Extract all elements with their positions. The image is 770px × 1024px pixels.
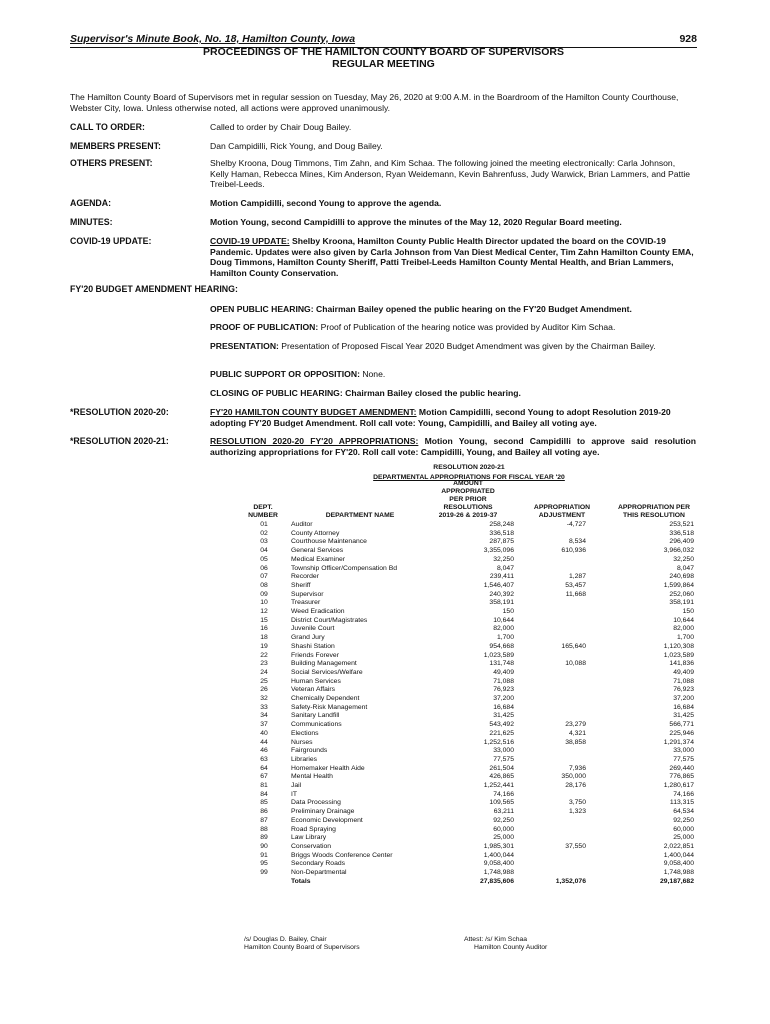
prior-amount-cell: 63,211	[493, 808, 514, 816]
dept-number-cell: 88	[260, 825, 268, 833]
dept-number-cell: 85	[260, 799, 268, 807]
resolution-amount-cell: 358,191	[669, 599, 694, 607]
dept-number-cell: 86	[260, 808, 268, 816]
dept-number-cell: 67	[260, 773, 268, 781]
table-row	[0, 808, 770, 817]
prior-amount-cell: 25,000	[493, 834, 514, 842]
dept-number-cell: 84	[260, 790, 268, 798]
dept-name-cell: Human Services	[291, 677, 341, 685]
table-row	[0, 521, 770, 530]
dept-name-cell: Treasurer	[291, 599, 321, 607]
dept-name-cell: Elections	[291, 729, 319, 737]
resolution-amount-cell: 240,698	[669, 573, 694, 581]
resolution-amount-cell: 252,060	[669, 590, 694, 598]
table-row	[0, 834, 770, 843]
resolution-amount-cell: 1,748,988	[663, 869, 694, 876]
totals-adjustment-cell: 1,352,076	[555, 877, 586, 885]
presentation-body: Presentation of Proposed Fiscal Year 2020 Budget Amendment was given by the Chairman Bailey.	[278, 341, 656, 351]
resolution-amount-cell: 296,409	[669, 538, 694, 546]
table-row	[0, 765, 770, 774]
table-row	[0, 660, 770, 669]
resolution-amount-cell: 77,575	[673, 755, 694, 763]
resolution-2020-20-text	[210, 407, 696, 428]
dept-number-cell: 08	[260, 581, 268, 589]
table-row	[0, 852, 770, 861]
prior-amount-cell: 1,700	[496, 634, 514, 642]
totals-label-cell: Totals	[291, 877, 311, 885]
table-row	[0, 721, 770, 730]
dept-number-cell: 22	[260, 651, 268, 659]
prior-amount-cell: 10,644	[493, 616, 514, 624]
dept-number-cell: 05	[260, 555, 268, 563]
dept-number-cell: 01	[260, 521, 268, 528]
dept-name-cell: Secondary Roads	[291, 860, 346, 868]
dept-number-cell: 44	[260, 738, 268, 746]
prior-amount-cell: 1,252,441	[483, 782, 514, 789]
resolution-2020-21-heading: RESOLUTION 2020-20 FY'20 APPROPRIATIONS:	[210, 436, 419, 446]
table-row	[0, 634, 770, 643]
dept-name-cell: Jail	[291, 782, 302, 789]
page-number: 928	[679, 33, 697, 45]
resolution-2020-20-body: Motion Campidilli, second Young to adopt Resolution 2019-20 adopting FY'20 Budget Amendment. Roll call vote: Young, Campidilli, and Bailey all voting aye.	[210, 407, 671, 428]
dept-number-cell: 06	[260, 564, 268, 572]
public-support-heading: PUBLIC SUPPORT OR OPPOSITION:	[210, 369, 360, 379]
budget-hearing-label: FY'20 BUDGET AMENDMENT HEARING:	[70, 284, 238, 294]
call-to-order-label: CALL TO ORDER:	[70, 122, 145, 132]
dept-name-cell: Preliminary Drainage	[291, 808, 355, 816]
dept-name-cell: Shashi Station	[291, 642, 335, 650]
dept-name-cell: Briggs Woods Conference Center	[291, 851, 393, 859]
document-title: PROCEEDINGS OF THE HAMILTON COUNTY BOARD OF SUPERVISORS	[203, 46, 564, 58]
presentation-text	[210, 341, 696, 352]
dept-name-cell: Safety-Risk Management	[291, 703, 368, 711]
resolution-amount-cell: 60,000	[673, 825, 694, 833]
dept-name-cell: Social Services/Welfare	[291, 668, 363, 676]
adjustment-cell: 610,936	[561, 547, 586, 555]
resolution-amount-cell: 336,518	[669, 529, 694, 537]
dept-number-cell: 15	[260, 616, 268, 624]
dept-name-cell: Nurses	[291, 738, 313, 746]
resolution-amount-cell: 74,166	[673, 790, 694, 798]
table-row	[0, 773, 770, 782]
table-row	[0, 643, 770, 652]
dept-number-cell: 32	[260, 695, 268, 702]
col-header-per-resolution: APPROPRIATION PER THIS RESOLUTION	[617, 504, 690, 519]
adjustment-cell: 11,668	[565, 590, 586, 598]
table-row	[0, 556, 770, 565]
dept-number-cell: 91	[260, 851, 268, 859]
adjustment-cell: 23,279	[565, 721, 586, 729]
dept-name-cell: Libraries	[291, 755, 318, 763]
table-subtitle: DEPARTMENTAL APPROPRIATIONS FOR FISCAL YEAR '20	[373, 474, 565, 481]
table-row	[0, 826, 770, 835]
totals-row	[0, 878, 770, 887]
public-support-text	[210, 369, 696, 380]
table-row	[0, 799, 770, 808]
resolution-amount-cell: 33,000	[673, 747, 694, 755]
proof-body: Proof of Publication of the hearing notice was provided by Auditor Kim Schaa.	[318, 322, 616, 332]
resolution-amount-cell: 1,280,617	[663, 782, 694, 789]
table-row	[0, 686, 770, 695]
dept-name-cell: Road Spraying	[291, 825, 336, 833]
prior-amount-cell: 82,000	[493, 625, 514, 633]
others-present-text: Shelby Kroona, Doug Timmons, Tim Zahn, and Kim Schaa. The following joined the meeting electronically: Carla Johnson, Kelly Haman, Rebecca Mines, Kim Anderson, Ryan Weidemann, Kevin Bahrenfuss, Judy Warwick, Brian Lammers, and Pattie Treibel-Leeds.	[210, 158, 691, 190]
dept-name-cell: Sanitary Landfill	[291, 712, 340, 720]
table-row	[0, 869, 770, 878]
closing-heading: CLOSING OF PUBLIC HEARING:	[210, 388, 343, 398]
prior-amount-cell: 287,875	[489, 538, 514, 546]
dept-number-cell: 24	[260, 668, 268, 676]
dept-name-cell: Courthouse Maintenance	[291, 538, 367, 546]
table-row	[0, 591, 770, 600]
covid-update-body: Shelby Kroona, Hamilton County Public Health Director updated the board on the COVID-19 Pandemic. Updates were also given by Carla Johnson from Van Diest Medical Center, Tim Zahn Hamilton County EMA, Doug Timmons, Hamilton County Sheriff, Patti Treibel-Leeds Hamilton County Mental Health, and Brian Lammers, Hamilton County Conservation.	[210, 236, 694, 278]
chair-signature: /s/ Douglas D. Bailey, Chair Hamilton County Board of Supervisors	[244, 936, 360, 952]
table-row	[0, 652, 770, 661]
attest-signature: Attest: /s/ Kim Schaa Hamilton County Auditor	[464, 936, 548, 952]
agenda-label: AGENDA:	[70, 198, 112, 208]
adjustment-cell: -4,727	[566, 521, 586, 528]
prior-amount-cell: 31,425	[493, 712, 514, 720]
prior-amount-cell: 49,409	[493, 668, 514, 676]
resolution-amount-cell: 3,966,032	[663, 547, 694, 555]
prior-amount-cell: 71,088	[493, 677, 514, 685]
resolution-amount-cell: 64,534	[673, 808, 694, 816]
intro-paragraph: The Hamilton County Board of Supervisors met in regular session on Tuesday, May 26, 2020 at 9:00 A.M. in the Boardroom of the Hamilton County Courthouse, Webster City, Iowa. Unless otherwise noted, all actions were approved unanimously.	[70, 92, 679, 113]
table-row	[0, 547, 770, 556]
others-present-label: OTHERS PRESENT:	[70, 158, 153, 168]
dept-name-cell: IT	[291, 790, 298, 798]
table-row	[0, 669, 770, 678]
dept-number-cell: 87	[260, 816, 268, 824]
table-row	[0, 608, 770, 617]
resolution-amount-cell: 32,250	[673, 555, 694, 563]
dept-number-cell: 23	[260, 660, 268, 668]
prior-amount-cell: 239,411	[489, 573, 514, 581]
table-row	[0, 678, 770, 687]
resolution-amount-cell: 8,047	[676, 564, 694, 572]
dept-number-cell: 26	[260, 686, 268, 694]
resolution-amount-cell: 9,058,400	[663, 860, 694, 868]
totals-amount-cell: 27,835,606	[479, 877, 514, 885]
dept-number-cell: 81	[260, 782, 268, 789]
dept-name-cell: Sheriff	[291, 581, 311, 589]
col-header-dept-name: DEPARTMENT NAME	[325, 512, 395, 519]
public-support-body: None.	[359, 369, 386, 379]
adjustment-cell: 38,858	[565, 738, 586, 746]
dept-name-cell: County Attorney	[291, 529, 340, 537]
table-row	[0, 695, 770, 704]
table-row	[0, 704, 770, 713]
resolution-amount-cell: 71,088	[673, 677, 694, 685]
prior-amount-cell: 32,250	[493, 555, 514, 563]
dept-name-cell: Grand Jury	[291, 634, 325, 642]
table-row	[0, 712, 770, 721]
resolution-2020-20-heading: FY'20 HAMILTON COUNTY BUDGET AMENDMENT:	[210, 407, 417, 417]
resolution-amount-cell: 31,425	[673, 712, 694, 720]
prior-amount-cell: 9,058,400	[483, 860, 514, 868]
table-row	[0, 582, 770, 591]
dept-name-cell: Fairgrounds	[291, 747, 328, 755]
closing-body: Chairman Bailey closed the public hearing.	[342, 388, 521, 398]
dept-name-cell: Medical Examiner	[291, 555, 346, 563]
totals-resolution-cell: 29,187,682	[659, 877, 694, 885]
resolution-amount-cell: 1,120,308	[663, 642, 694, 650]
prior-amount-cell: 1,023,589	[483, 651, 514, 659]
prior-amount-cell: 954,668	[489, 642, 514, 650]
table-row	[0, 739, 770, 748]
prior-amount-cell: 258,248	[489, 521, 514, 528]
dept-name-cell: District Court/Magistrates	[291, 616, 368, 624]
resolution-amount-cell: 76,923	[673, 686, 694, 694]
dept-number-cell: 04	[260, 547, 268, 555]
table-row	[0, 817, 770, 826]
dept-number-cell: 03	[260, 538, 268, 546]
resolution-amount-cell: 1,291,374	[663, 738, 694, 746]
prior-amount-cell: 426,865	[489, 773, 514, 781]
minute-book-title: Supervisor's Minute Book, No. 18, Hamilton County, Iowa	[70, 33, 356, 45]
dept-name-cell: Law Library	[291, 834, 327, 842]
table-row	[0, 530, 770, 539]
covid-update-heading: COVID-19 UPDATE:	[210, 236, 290, 246]
prior-amount-cell: 1,748,988	[483, 869, 514, 876]
prior-amount-cell: 74,166	[493, 790, 514, 798]
dept-number-cell: 64	[260, 764, 268, 772]
dept-number-cell: 16	[260, 625, 268, 633]
dept-name-cell: Building Management	[291, 660, 357, 668]
resolution-amount-cell: 82,000	[673, 625, 694, 633]
table-row	[0, 573, 770, 582]
resolution-amount-cell: 1,400,044	[663, 851, 694, 859]
prior-amount-cell: 76,923	[493, 686, 514, 694]
prior-amount-cell: 358,191	[489, 599, 514, 607]
prior-amount-cell: 77,575	[493, 755, 514, 763]
adjustment-cell: 1,323	[568, 808, 586, 816]
resolution-amount-cell: 566,771	[669, 721, 694, 729]
resolution-2020-21-label: *RESOLUTION 2020-21:	[70, 436, 169, 446]
dept-name-cell: Homemaker Health Aide	[291, 764, 365, 772]
table-row	[0, 747, 770, 756]
dept-number-cell: 37	[260, 721, 268, 729]
table-row	[0, 625, 770, 634]
prior-amount-cell: 33,000	[493, 747, 514, 755]
table-row	[0, 617, 770, 626]
adjustment-cell: 4,321	[568, 729, 586, 737]
prior-amount-cell: 92,250	[493, 816, 514, 824]
dept-number-cell: 33	[260, 703, 268, 711]
prior-amount-cell: 150	[502, 608, 514, 615]
prior-amount-cell: 543,492	[489, 721, 514, 729]
dept-number-cell: 25	[260, 677, 268, 685]
covid-update-text	[210, 236, 696, 278]
document-subtitle: REGULAR MEETING	[332, 58, 435, 70]
dept-name-cell: Juvenile Court	[291, 625, 335, 633]
table-row	[0, 565, 770, 574]
prior-amount-cell: 3,355,096	[483, 547, 514, 555]
resolution-2020-20-label: *RESOLUTION 2020-20:	[70, 407, 169, 417]
members-present-label: MEMBERS PRESENT:	[70, 141, 161, 151]
dept-name-cell: Chemically Dependent	[291, 695, 360, 702]
resolution-amount-cell: 269,440	[669, 764, 694, 772]
dept-name-cell: Non-Departmental	[291, 869, 347, 876]
prior-amount-cell: 240,392	[489, 590, 514, 598]
resolution-amount-cell: 16,684	[673, 703, 694, 711]
dept-name-cell: Mental Health	[291, 773, 333, 781]
table-row	[0, 756, 770, 765]
prior-amount-cell: 131,748	[489, 660, 514, 668]
resolution-amount-cell: 253,521	[669, 521, 694, 528]
resolution-amount-cell: 25,000	[673, 834, 694, 842]
dept-name-cell: Weed Eradication	[291, 608, 345, 615]
prior-amount-cell: 1,400,044	[483, 851, 514, 859]
resolution-amount-cell: 141,836	[669, 660, 694, 668]
col-header-dept-number: DEPT. NUMBER	[248, 504, 278, 519]
open-hearing-text	[210, 304, 696, 315]
dept-number-cell: 10	[260, 599, 268, 607]
members-present-text: Dan Campidilli, Rick Young, and Doug Bailey.	[210, 141, 383, 151]
dept-name-cell: Communications	[291, 721, 342, 729]
resolution-amount-cell: 2,022,851	[663, 842, 694, 850]
open-hearing-heading: OPEN PUBLIC HEARING:	[210, 304, 314, 314]
col-header-adjustment: APPROPRIATION ADJUSTMENT	[533, 504, 591, 519]
dept-name-cell: Supervisor	[291, 590, 324, 598]
proof-heading: PROOF OF PUBLICATION:	[210, 322, 319, 332]
table-title: RESOLUTION 2020-21	[433, 464, 505, 471]
prior-amount-cell: 1,546,407	[483, 581, 514, 589]
call-to-order-text: Called to order by Chair Doug Bailey.	[210, 122, 352, 132]
minutes-label: MINUTES:	[70, 217, 113, 227]
dept-number-cell: 18	[260, 634, 268, 642]
adjustment-cell: 7,936	[568, 764, 586, 772]
dept-name-cell: Friends Forever	[291, 651, 339, 659]
minutes-text: Motion Young, second Campidilli to approve the minutes of the May 12, 2020 Regular Board meeting.	[210, 217, 622, 227]
col-header-amount: AMOUNT APPROPRIATED PER PRIOR RESOLUTIONS 2019-26 & 2019-37	[438, 480, 498, 519]
table-row	[0, 843, 770, 852]
resolution-amount-cell: 37,200	[673, 695, 694, 702]
dept-number-cell: 07	[260, 573, 268, 581]
resolution-2020-21-text	[210, 436, 696, 457]
resolution-amount-cell: 49,409	[673, 668, 694, 676]
prior-amount-cell: 60,000	[493, 825, 514, 833]
table-row	[0, 730, 770, 739]
dept-name-cell: Conservation	[291, 842, 332, 850]
resolution-amount-cell: 1,700	[676, 634, 694, 642]
adjustment-cell: 28,176	[565, 782, 586, 789]
prior-amount-cell: 261,504	[489, 764, 514, 772]
prior-amount-cell: 37,200	[493, 695, 514, 702]
dept-number-cell: 99	[260, 869, 268, 876]
covid-update-label: COVID-19 UPDATE:	[70, 236, 152, 246]
prior-amount-cell: 109,565	[489, 799, 514, 807]
prior-amount-cell: 16,684	[493, 703, 514, 711]
adjustment-cell: 53,457	[565, 581, 586, 589]
dept-number-cell: 89	[260, 834, 268, 842]
dept-number-cell: 40	[260, 729, 268, 737]
table-row	[0, 791, 770, 800]
resolution-amount-cell: 776,865	[669, 773, 694, 781]
dept-number-cell: 90	[260, 842, 268, 850]
prior-amount-cell: 1,252,516	[483, 738, 514, 746]
prior-amount-cell: 8,047	[496, 564, 514, 572]
dept-number-cell: 34	[260, 712, 268, 720]
dept-number-cell: 02	[260, 529, 268, 537]
resolution-amount-cell: 225,946	[669, 729, 694, 737]
dept-number-cell: 19	[260, 642, 268, 650]
dept-name-cell: Township Officer/Compensation Bd	[291, 564, 398, 572]
resolution-amount-cell: 150	[682, 608, 694, 615]
dept-number-cell: 95	[260, 860, 268, 868]
adjustment-cell: 1,287	[568, 573, 586, 581]
dept-name-cell: Veteran Affairs	[291, 686, 336, 694]
adjustment-cell: 350,000	[561, 773, 586, 781]
dept-name-cell: Economic Development	[291, 816, 363, 824]
resolution-amount-cell: 1,023,589	[663, 651, 694, 659]
resolution-2020-21-body: Motion Young, second Campidilli to approve said resolution authorizing appropriations for FY'20. Roll call vote: Campidilli, Young, and Bailey all voting aye.	[210, 436, 696, 457]
open-hearing-body: Chairman Bailey opened the public hearing on the FY'20 Budget Amendment.	[313, 304, 632, 314]
dept-name-cell: Recorder	[291, 573, 319, 581]
table-row	[0, 782, 770, 791]
table-row	[0, 538, 770, 547]
dept-number-cell: 46	[260, 747, 268, 755]
adjustment-cell: 3,750	[568, 799, 586, 807]
dept-number-cell: 63	[260, 755, 268, 763]
closing-text	[210, 388, 696, 399]
prior-amount-cell: 336,518	[489, 529, 514, 537]
resolution-amount-cell: 1,599,864	[663, 581, 694, 589]
prior-amount-cell: 221,625	[489, 729, 514, 737]
dept-name-cell: Data Processing	[291, 799, 341, 807]
adjustment-cell: 10,088	[565, 660, 586, 668]
resolution-amount-cell: 10,644	[673, 616, 694, 624]
dept-number-cell: 09	[260, 590, 268, 598]
resolution-amount-cell: 113,315	[669, 799, 694, 807]
adjustment-cell: 8,534	[568, 538, 586, 546]
proof-text	[210, 322, 696, 333]
agenda-text: Motion Campidilli, second Young to approve the agenda.	[210, 198, 442, 208]
adjustment-cell: 37,550	[565, 842, 586, 850]
table-row	[0, 860, 770, 869]
adjustment-cell: 165,640	[561, 642, 586, 650]
prior-amount-cell: 1,985,301	[483, 842, 514, 850]
dept-number-cell: 12	[260, 608, 268, 615]
dept-name-cell: Auditor	[291, 521, 313, 528]
table-row	[0, 599, 770, 608]
dept-name-cell: General Services	[291, 547, 344, 555]
resolution-amount-cell: 92,250	[673, 816, 694, 824]
presentation-heading: PRESENTATION:	[210, 341, 279, 351]
